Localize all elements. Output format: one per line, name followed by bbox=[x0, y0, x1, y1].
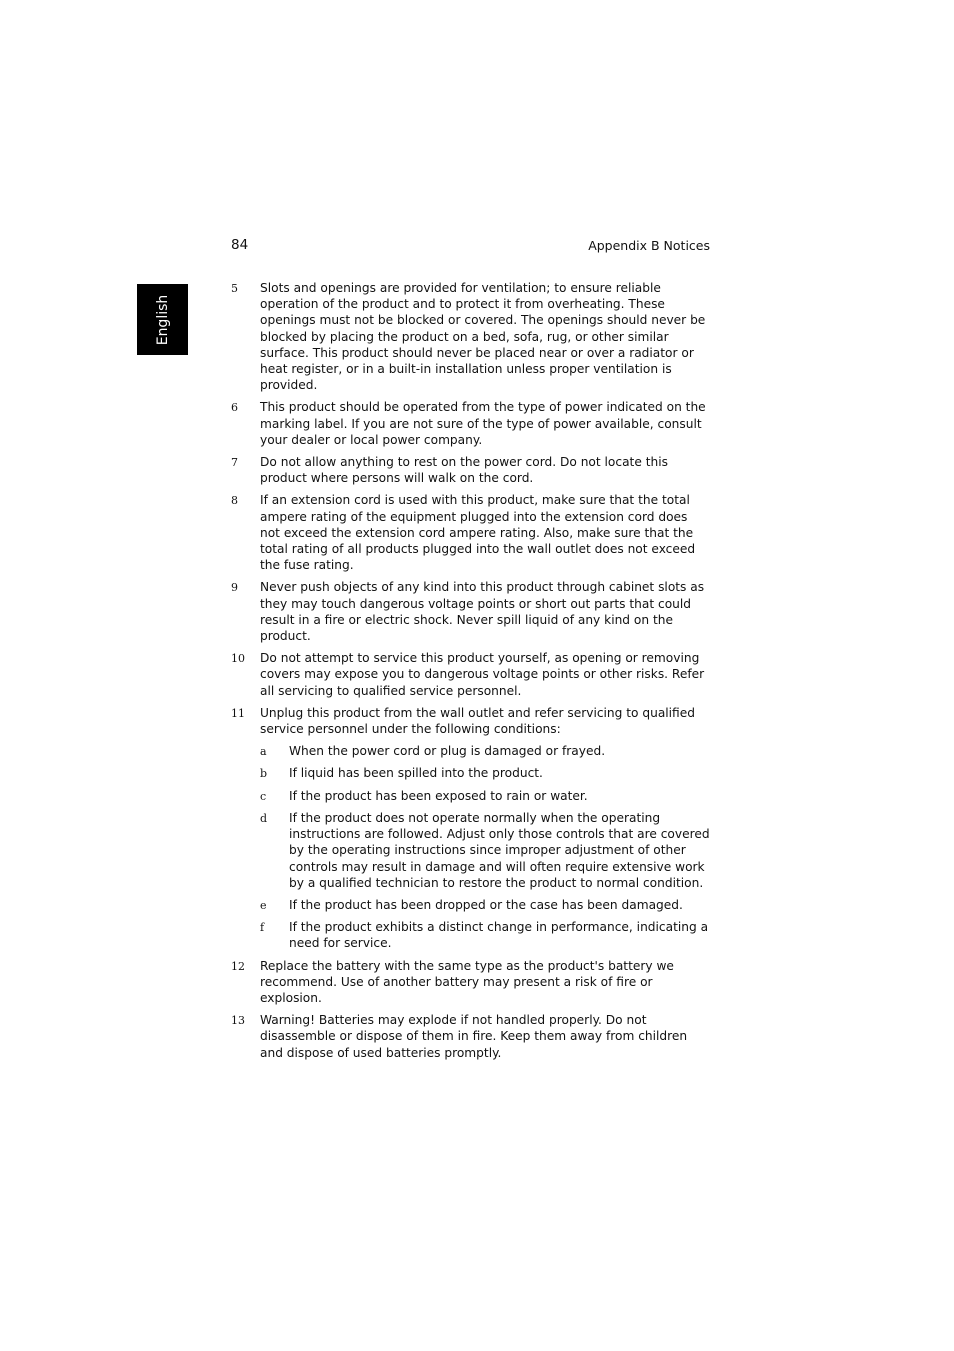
item-text: Warning! Batteries may explode if not handled properly. Do not disassemble or dispose of them in fire. Keep them away from children and dispose of used batteries promptly. bbox=[260, 1013, 688, 1060]
item-text: Never push objects of any kind into this product through cabinet slots as they may touch dangerous voltage points or short out parts that could result in a fire or electric shock. Never spill liquid of any kind on the product. bbox=[260, 580, 705, 644]
item-number: 12 bbox=[231, 959, 245, 973]
item-number: 6 bbox=[231, 401, 238, 415]
sub-item-letter: c bbox=[260, 789, 267, 803]
sub-item-letter: d bbox=[260, 811, 268, 825]
sub-item-text: If the product has been exposed to rain or water. bbox=[289, 788, 588, 803]
list-item bbox=[231, 454, 711, 486]
sub-list-item bbox=[260, 810, 711, 891]
sub-list-item bbox=[260, 765, 711, 781]
item-text: This product should be operated from the type of power indicated on the marking label. If you are not sure of the type of power available, consult your dealer or local power company. bbox=[260, 400, 706, 447]
condition-sublist bbox=[260, 743, 711, 951]
language-tab-label: English bbox=[154, 294, 171, 345]
sub-item-letter: b bbox=[260, 767, 268, 781]
sub-list-item bbox=[260, 897, 711, 913]
sub-item-text: If the product exhibits a distinct change in performance, indicating a need for service. bbox=[289, 920, 709, 951]
running-head: Appendix B Notices bbox=[588, 238, 710, 253]
item-text: Do not allow anything to rest on the power cord. Do not locate this product where persons will walk on the cord. bbox=[260, 455, 668, 486]
list-item bbox=[231, 280, 711, 393]
sub-item-letter: e bbox=[260, 898, 267, 912]
item-number: 11 bbox=[231, 706, 245, 720]
item-number: 9 bbox=[231, 581, 238, 595]
list-item bbox=[231, 650, 711, 699]
sub-item-text: If liquid has been spilled into the product. bbox=[289, 766, 543, 781]
item-number: 8 bbox=[231, 494, 238, 508]
item-number: 5 bbox=[231, 282, 238, 295]
sub-list-item bbox=[260, 743, 711, 759]
item-number: 7 bbox=[231, 456, 238, 470]
item-text: Unplug this product from the wall outlet and refer servicing to qualified service personnel under the following conditions: bbox=[260, 705, 695, 737]
list-item bbox=[231, 958, 711, 1007]
item-text: Replace the battery with the same type as the product's battery we recommend. Use of another battery may present a risk of fire or explosion. bbox=[260, 958, 674, 1005]
page-number: 84 bbox=[231, 237, 249, 253]
list-item bbox=[231, 399, 711, 448]
sub-item-text: If the product does not operate normally when the operating instructions are followed. Adjust only those controls that are covered by the operating instructions since improper adjustment of other controls may result in damage and will often require extensive work by a qualified technician to restore the product to normal condition. bbox=[289, 810, 710, 890]
list-item bbox=[231, 492, 711, 573]
sub-item-letter: f bbox=[260, 921, 265, 935]
notice-list bbox=[231, 280, 711, 1067]
item-text: Do not attempt to service this product yourself, as opening or removing covers may expose you to dangerous voltage points or other risks. Refer all servicing to qualified service personnel. bbox=[260, 651, 705, 698]
sub-list-item bbox=[260, 788, 711, 804]
sub-item-text: If the product has been dropped or the case has been damaged. bbox=[289, 897, 683, 912]
list-item bbox=[231, 579, 711, 644]
sub-item-text: When the power cord or plug is damaged or frayed. bbox=[289, 744, 606, 759]
list-item bbox=[231, 1012, 711, 1061]
sub-item-letter: a bbox=[260, 745, 267, 759]
item-text: If an extension cord is used with this product, make sure that the total ampere rating of the equipment plugged into the extension cord does not exceed the extension cord ampere rating. Also, make sure that the total rating of all products plugged into the wall outlet does not exceed the fuse rating. bbox=[260, 493, 696, 573]
sub-list-item bbox=[260, 919, 711, 951]
language-tab bbox=[137, 284, 188, 355]
item-number: 10 bbox=[231, 652, 245, 666]
item-text: Slots and openings are provided for ventilation; to ensure reliable operation of the product and to protect it from overheating. These openings must not be blocked or covered. The openings should never be blocked by placing the product on a bed, sofa, rug, or other similar surface. This product should never be placed near or over a radiator or heat register, or in a built-in installation unless proper ventilation is provided. bbox=[260, 281, 706, 393]
item-number: 13 bbox=[231, 1014, 245, 1028]
list-item bbox=[231, 705, 711, 952]
